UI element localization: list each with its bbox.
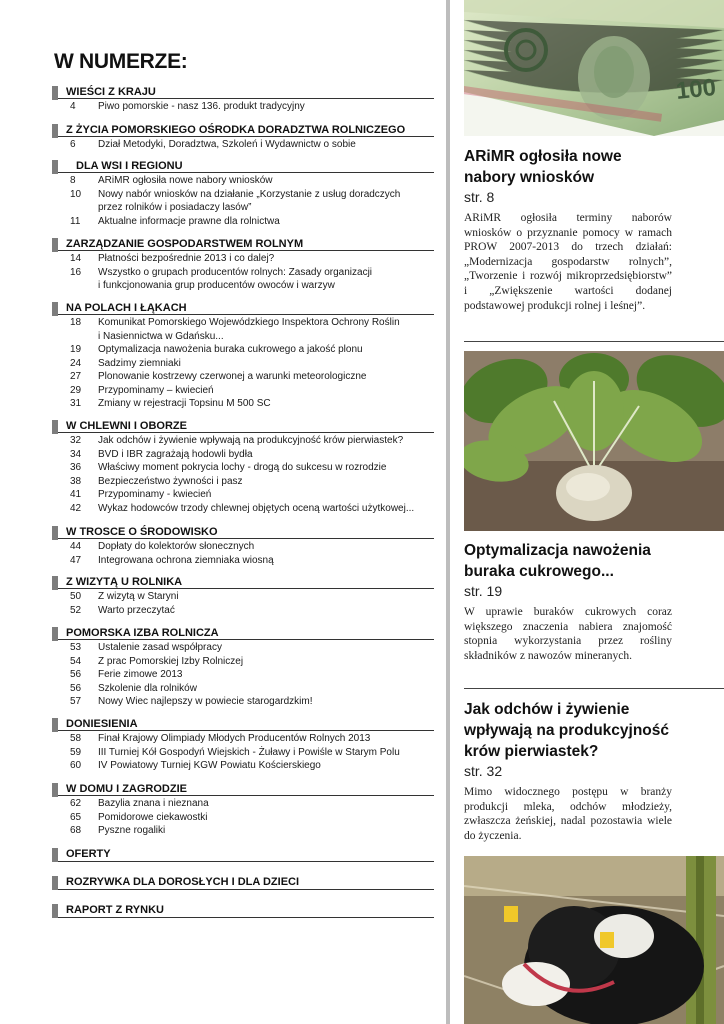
entry-page-number: 19 [70,344,82,355]
toc-entry[interactable] [52,461,434,475]
entry-title: Przypominamy - kwiecień [98,489,212,500]
entry-page-number: 10 [70,188,82,200]
feature-separator [464,688,724,689]
section-header [52,904,434,918]
entry-page-number: 4 [70,101,76,112]
toc-entry[interactable] [52,266,434,293]
toc-section [52,904,434,918]
toc-entry[interactable] [52,434,434,448]
entry-page-number: 53 [70,642,82,653]
entry-page-number: 42 [70,502,82,514]
entry-page-number: 11 [70,215,81,227]
entry-title: Przypominamy – kwiecień [98,384,214,396]
entry-title: Właściwy moment pokrycia lochy - drogą do sukcesu w rozrodzie [98,462,387,473]
entry-title: Finał Krajowy Olimpiady Młodych Producentów Rolnych 2013 [98,733,371,744]
entry-title: Ustalenie zasad współpracy [98,642,222,653]
section-marker [52,302,58,316]
section-title: OFERTY [66,848,111,860]
section-marker [52,783,58,797]
feature-sugar-beet [464,540,672,663]
section-header [52,86,434,99]
entry-page-number: 24 [70,357,82,369]
section-marker [52,420,58,434]
entry-page-number: 58 [70,733,82,744]
entry-title: Z prac Pomorskiej Izby Rolniczej [98,655,244,667]
entry-title: Piwo pomorskie - nasz 136. produkt tradycyjny [98,101,305,112]
sugar-beet-photo [464,351,724,531]
toc-section [52,86,434,114]
feature-body: ARiMR ogłosiła terminy naborów wniosków o przyznanie pomocy w ramach PROW 2007-2013 do trzech działań: „Modernizacja gospodarstw rolnych”, „Tworzenie i rozwój mikroprzedsiębiorstw” i „Zwiększenie wartości dodanej podstawowej produkcji rolnej i leśnej”. [464,212,672,312]
section-items [52,539,434,567]
section-marker [52,86,58,100]
section-title: DONIESIENIA [66,718,138,730]
feature-body: W uprawie buraków cukrowych coraz większego znaczenia nabiera znajomość stopnia wykorzystania przez rośliny składników z nawozów mineranych. [464,606,672,662]
toc-entry[interactable] [52,797,434,811]
feature-page: str. 32 [464,763,503,779]
entry-title: Bezpieczeństwo żywności i pasz [98,475,243,487]
toc-title: W NUMERZE: [54,50,188,73]
entry-page-number: 56 [70,669,82,680]
toc-section [52,576,434,617]
section-title: W CHLEWNI I OBORZE [66,420,187,432]
entry-page-number: 31 [70,398,82,409]
entry-title: Zmiany w rejestracji Topsinu M 500 SC [98,398,271,409]
feature-separator [464,341,724,342]
toc-section [52,783,434,838]
entry-page-number: 18 [70,317,82,328]
section-marker [52,526,58,540]
toc-entry[interactable] [52,811,434,825]
toc-entry[interactable] [52,540,434,554]
toc-entry[interactable] [52,695,434,709]
toc-section [52,420,434,515]
toc-entry[interactable] [52,343,434,357]
section-marker [52,576,58,590]
section-items [52,315,434,411]
entry-title: Ferie zimowe 2013 [98,669,183,680]
section-header [52,783,434,796]
section-items [52,589,434,617]
entry-title: Sadzimy ziemniaki [98,357,181,369]
toc-entry[interactable] [52,824,434,838]
entry-page-number: 16 [70,266,82,278]
feature-title: Jak odchów i żywienie wpływają na produkcyjność krów pierwiastek? [464,701,670,760]
entry-title: Optymalizacja nawożenia buraka cukrowego a jakość plonu [98,344,363,355]
toc-entry[interactable] [52,668,434,682]
entry-title: Dział Metodyki, Doradztwa, Szkoleń i Wydawnictw o sobie [98,139,356,150]
entry-page-number: 65 [70,811,82,823]
entry-title: Nowy nabór wniosków na działanie „Korzystanie z usług doradczych przez rolników i posiadaczy lasów” [98,188,401,213]
section-marker [52,848,58,862]
toc-entry[interactable] [52,604,434,618]
entry-title: Szkolenie dla rolników [98,682,197,694]
section-title: NA POLACH I ŁĄKACH [66,302,187,314]
toc-entry[interactable] [52,488,434,502]
entry-title: Komunikat Pomorskiego Wojewódzkiego Inspektora Ochrony Roślin i Nasiennictwa w Gdańsku... [98,317,400,342]
entry-page-number: 68 [70,825,82,836]
entry-page-number: 62 [70,798,82,809]
section-items [52,137,434,152]
toc-section [52,718,434,773]
entry-title: Bazylia znana i nieznana [98,798,209,809]
entry-page-number: 8 [70,175,76,186]
toc-entry[interactable] [52,138,434,152]
entry-page-number: 41 [70,489,82,500]
section-header [52,526,434,539]
toc-entry[interactable] [52,100,434,114]
entry-title: Nowy Wiec najlepszy w powiecie starogardzkim! [98,696,313,707]
section-header [52,160,434,173]
entry-title: Aktualne informacje prawne dla rolnictwa [98,215,280,227]
toc-entry[interactable] [52,746,434,760]
section-title: W DOMU I ZAGRODZIE [66,783,187,795]
entry-page-number: 56 [70,682,82,694]
banknote-denomination: 100 [674,73,718,106]
section-marker [52,627,58,641]
toc-section [52,124,434,152]
toc-entry[interactable] [52,590,434,604]
toc-entry[interactable] [52,215,434,229]
toc-entry[interactable] [52,174,434,188]
toc-entry[interactable] [52,682,434,696]
section-header [52,238,434,251]
entry-page-number: 52 [70,604,82,616]
section-header [52,876,434,890]
section-items [52,433,434,515]
section-title: Z WIZYTĄ U ROLNIKA [66,576,183,588]
entry-title: Plonowanie kostrzewy czerwonej a warunki meteorologiczne [98,371,367,382]
entry-title: Płatności bezpośrednie 2013 i co dalej? [98,253,275,264]
toc-entry[interactable] [52,252,434,266]
calf-photo [464,856,724,1024]
entry-title: IV Powiatowy Turniej KGW Powiatu Kościerskiego [98,760,321,771]
toc-section [52,160,434,228]
toc-section [52,238,434,293]
section-title: DLA WSI I REGIONU [76,160,183,172]
toc-entry[interactable] [52,384,434,398]
entry-page-number: 57 [70,696,82,707]
toc-entry[interactable] [52,357,434,371]
section-title: POMORSKA IZBA ROLNICZA [66,627,219,639]
feature-title: Optymalizacja nawożenia buraka cukrowego... [464,542,651,580]
toc-entry[interactable] [52,554,434,568]
table-of-contents [52,0,434,1024]
toc-section [52,526,434,567]
section-title: WIEŚCI Z KRAJU [66,86,156,98]
entry-page-number: 50 [70,591,82,602]
toc-entry[interactable] [52,502,434,516]
feature-heifers [464,699,672,843]
entry-page-number: 34 [70,448,82,460]
section-header [52,302,434,315]
entry-page-number: 54 [70,655,82,667]
section-items [52,796,434,838]
section-header [52,420,434,433]
entry-title: III Turniej Kół Gospodyń Wiejskich - Żuławy i Powiśle w Starym Polu [98,746,400,758]
feature-body: Mimo widocznego postępu w branży produkcji mleka, odchów młodzieży, zwłaszcza żeńskiej, nadal pozostawia wiele do życzenia. [464,786,672,842]
entry-page-number: 59 [70,746,82,758]
entry-title: ARiMR ogłosiła nowe nabory wniosków [98,175,273,186]
section-header [52,718,434,731]
section-items [52,99,434,114]
section-title: RAPORT Z RYNKU [66,904,164,916]
toc-section [52,627,434,709]
toc-entry[interactable] [52,397,434,411]
section-marker [52,876,58,890]
entry-title: Wszystko o grupach producentów rolnych: Zasady organizacji i funkcjonowania grup producentów owoców i warzyw [98,266,373,291]
entry-page-number: 27 [70,371,82,382]
entry-page-number: 38 [70,475,82,487]
toc-entry[interactable] [52,759,434,773]
section-items [52,251,434,293]
toc-entry[interactable] [52,448,434,462]
entry-page-number: 6 [70,139,76,150]
toc-entry[interactable] [52,370,434,384]
feature-title: ARiMR ogłosiła nowe nabory wniosków [464,148,622,186]
entry-page-number: 14 [70,253,82,264]
column-divider [446,0,450,1024]
entry-title: Z wizytą w Staryni [98,591,179,602]
entry-page-number: 29 [70,384,82,396]
section-marker [52,904,58,918]
toc-entry[interactable] [52,188,434,215]
section-items [52,173,434,228]
toc-section [52,848,434,862]
banknote-photo [464,0,724,136]
entry-page-number: 44 [70,541,82,552]
section-items [52,640,434,709]
feature-page: str. 8 [464,189,495,205]
entry-title: Dopłaty do kolektorów słonecznych [98,541,255,552]
section-title: ROZRYWKA DLA DOROSŁYCH I DLA DZIECI [66,876,300,888]
entry-title: Integrowana ochrona ziemniaka wiosną [98,554,274,566]
entry-title: Pomidorowe ciekawostki [98,811,208,823]
section-marker [52,718,58,732]
entry-title: Pyszne rogaliki [98,825,166,836]
section-title: ZARZĄDZANIE GOSPODARSTWEM ROLNYM [66,238,304,250]
entry-page-number: 36 [70,462,82,473]
section-header [52,576,434,589]
section-marker [52,238,58,252]
featured-articles [464,0,724,1024]
section-header [52,848,434,862]
entry-title: Warto przeczytać [98,604,175,616]
section-marker [52,160,58,174]
feature-page: str. 19 [464,583,503,599]
feature-arimr [464,146,672,313]
entry-page-number: 32 [70,435,82,446]
entry-title: Jak odchów i żywienie wpływają na produkcyjność krów pierwiastek? [98,435,404,446]
section-marker [52,124,58,138]
toc-entry[interactable] [52,641,434,655]
toc-entry[interactable] [52,655,434,669]
section-items [52,731,434,773]
section-header [52,627,434,640]
entry-title: BVD i IBR zagrażają hodowli bydła [98,448,253,460]
toc-entry[interactable] [52,316,434,343]
toc-entry[interactable] [52,475,434,489]
entry-title: Wykaz hodowców trzody chlewnej objętych oceną wartości użytkowej... [98,502,415,514]
toc-section [52,302,434,411]
toc-section [52,876,434,890]
section-header [52,124,434,137]
toc-entry[interactable] [52,732,434,746]
entry-page-number: 47 [70,554,82,566]
section-title: Z ŻYCIA POMORSKIEGO OŚRODKA DORADZTWA ROLNICZEGO [66,124,406,136]
section-title: W TROSCE O ŚRODOWISKO [66,526,218,538]
entry-page-number: 60 [70,760,82,771]
